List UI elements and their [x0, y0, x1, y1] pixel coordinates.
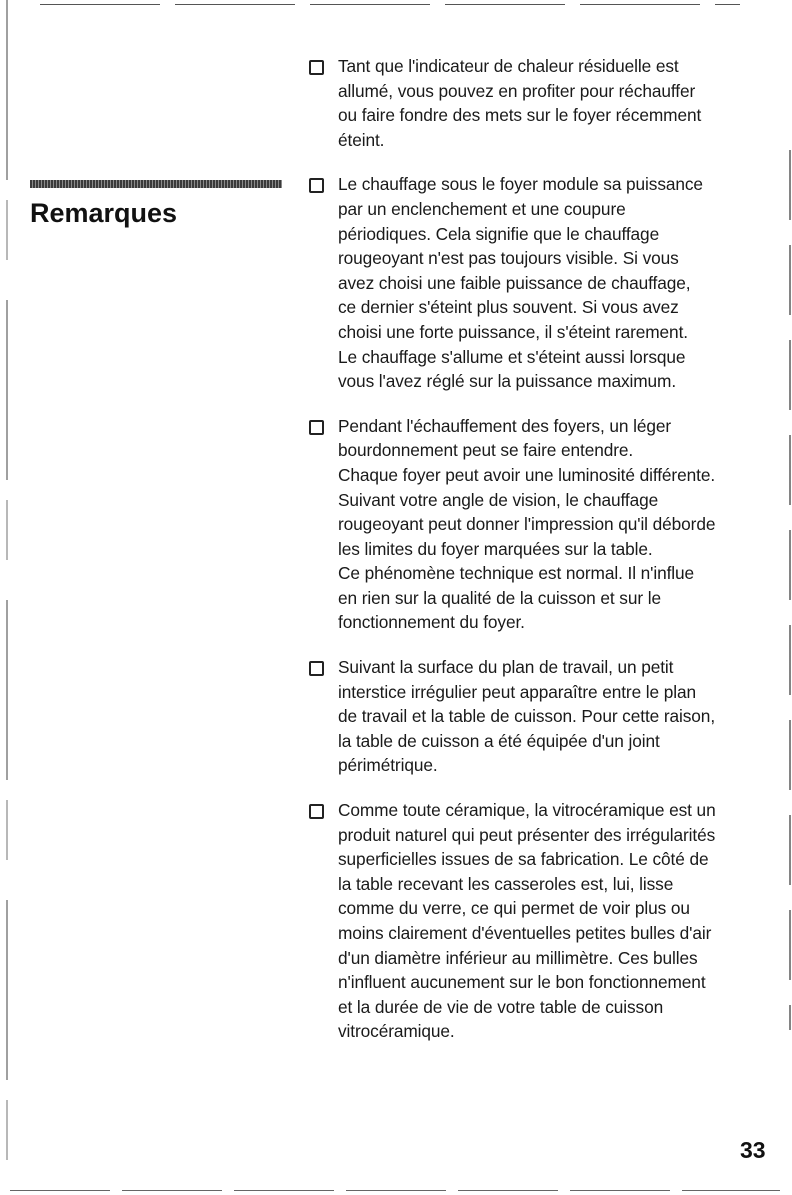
- remark-line: comme du verre, ce qui permet de voir plus ou: [338, 898, 690, 919]
- page-number: 33: [740, 1137, 766, 1163]
- top-edge-rule: [40, 4, 740, 5]
- remark-line: Le chauffage s'allume et s'éteint aussi lorsque: [338, 346, 686, 367]
- checkbox-bullet-icon: [309, 420, 324, 435]
- remark-line: d'un diamètre inférieur au millimètre. Ces bulles: [338, 947, 698, 968]
- remark-line: Pendant l'échauffement des foyers, un léger: [338, 415, 672, 436]
- remark-line: vous l'avez réglé sur la puissance maximum.: [338, 371, 677, 392]
- remark-item: [303, 414, 773, 635]
- remark-line: ce dernier s'éteint plus souvent. Si vous avez: [338, 297, 679, 318]
- remark-text: [338, 414, 773, 635]
- remark-line: ou faire fondre des mets sur le foyer récemment: [338, 105, 702, 126]
- left-scan-edge: [6, 0, 8, 1195]
- remark-line: la table de cuisson a été équipée d'un joint: [338, 730, 660, 751]
- remark-item: [303, 172, 773, 393]
- remark-text: [338, 54, 773, 152]
- remark-line: rougeoyant n'est pas toujours visible. Si vous: [338, 248, 679, 269]
- remark-line: éteint.: [338, 129, 385, 150]
- remark-line: de travail et la table de cuisson. Pour cette raison,: [338, 706, 716, 727]
- remark-line: les limites du foyer marquées sur la table.: [338, 538, 653, 559]
- section-heading: Remarques: [30, 198, 178, 228]
- remark-line: Suivant la surface du plan de travail, un petit: [338, 657, 674, 678]
- remark-line: Suivant votre angle de vision, le chauffage: [338, 489, 659, 510]
- remark-item: [303, 798, 773, 1044]
- remark-line: par un enclenchement et une coupure: [338, 198, 626, 219]
- remark-text: [338, 655, 773, 778]
- remark-line: Comme toute céramique, la vitrocéramique est un: [338, 800, 716, 821]
- checkbox-bullet-icon: [309, 60, 324, 75]
- remark-line: périodiques. Cela signifie que le chauffage: [338, 223, 660, 244]
- remark-line: Le chauffage sous le foyer module sa puissance: [338, 174, 703, 195]
- remark-line: périmétrique.: [338, 755, 438, 776]
- remark-line: vitrocéramique.: [338, 1021, 455, 1042]
- right-scan-edge: [789, 150, 791, 1030]
- remark-line: moins clairement d'éventuelles petites bulles d'air: [338, 923, 712, 943]
- remark-line: fonctionnement du foyer.: [338, 612, 525, 633]
- remark-line: interstice irrégulier peut apparaître entre le plan: [338, 681, 697, 702]
- remark-line: la table recevant les casseroles est, lui, lisse: [338, 873, 674, 894]
- remark-text: [338, 798, 773, 1044]
- remark-line: allumé, vous pouvez en profiter pour réchauffer: [338, 80, 696, 101]
- checkbox-bullet-icon: [309, 804, 324, 819]
- remark-line: choisi une forte puissance, il s'éteint rarement.: [338, 321, 688, 342]
- remark-line: produit naturel qui peut présenter des irrégularités: [338, 824, 716, 845]
- remark-line: et la durée de vie de votre table de cuisson: [338, 996, 664, 1017]
- remark-line: rougeoyant peut donner l'impression qu'il déborde: [338, 514, 716, 535]
- checkbox-bullet-icon: [309, 661, 324, 676]
- remark-item: [303, 54, 773, 152]
- remarks-list: [303, 54, 773, 1064]
- section-heading-bar: [30, 180, 282, 188]
- remark-line: superficielles issues de sa fabrication. Le côté de: [338, 849, 709, 870]
- remark-line: Ce phénomène technique est normal. Il n'influe: [338, 563, 695, 584]
- remark-line: Tant que l'indicateur de chaleur résiduelle est: [338, 56, 679, 76]
- checkbox-bullet-icon: [309, 178, 324, 193]
- remark-line: n'influent aucunement sur le bon fonctionnement: [338, 972, 706, 993]
- remark-item: [303, 655, 773, 778]
- remark-line: avez choisi une faible puissance de chauffage,: [338, 272, 691, 293]
- remark-text: [338, 172, 773, 393]
- remark-line: bourdonnement peut se faire entendre.: [338, 440, 634, 461]
- remark-line: Chaque foyer peut avoir une luminosité différente.: [338, 464, 716, 485]
- remark-line: en rien sur la qualité de la cuisson et sur le: [338, 587, 661, 608]
- bottom-edge-rule: [10, 1190, 780, 1191]
